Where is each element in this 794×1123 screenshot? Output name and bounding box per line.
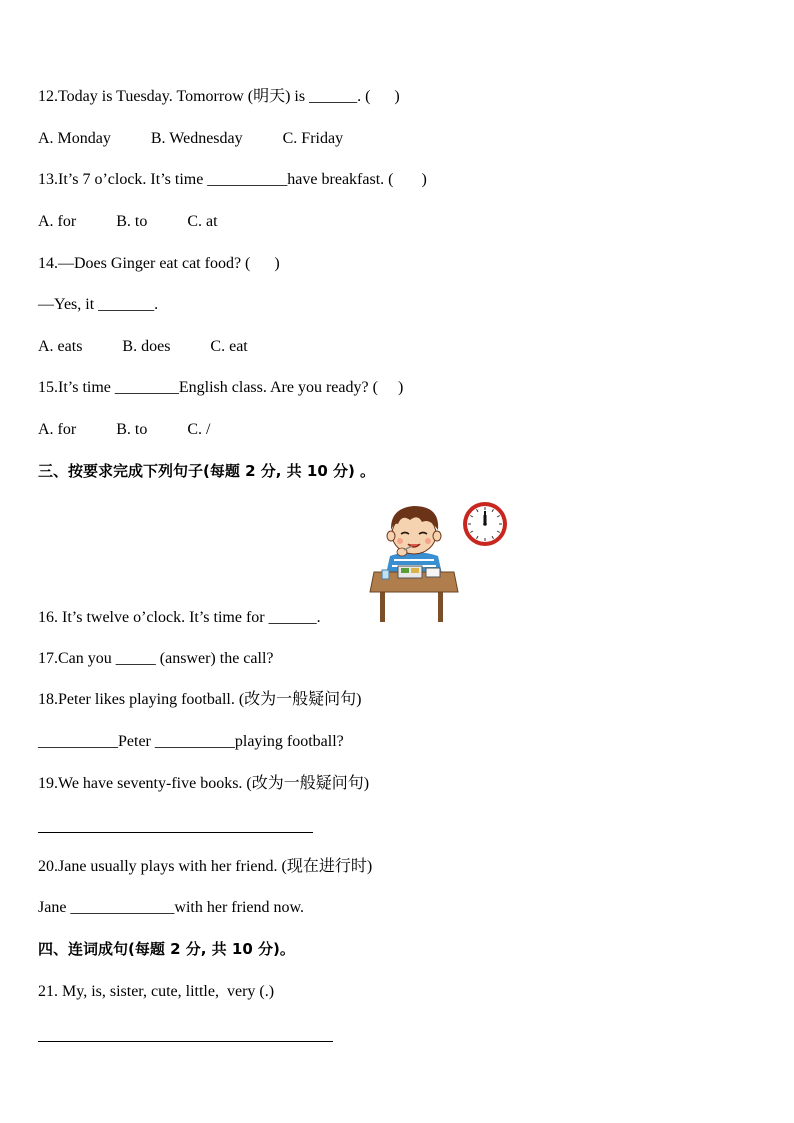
q18-answer-line: __________Peter __________playing football? (38, 733, 344, 750)
section3-heading: 三、按要求完成下列句子(每题 2 分, 共 10 分) 。 (38, 462, 376, 480)
q21-answer-rule (38, 1041, 333, 1042)
q12-stem: 12.Today is Tuesday. Tomorrow (明天) is ______. ( ) (38, 88, 400, 105)
q19-stem: 19.We have seventy-five books. (改为一般疑问句) (38, 775, 370, 792)
clock-icon (461, 500, 509, 548)
q13-stem: 13.It’s 7 o’clock. It’s time __________have breakfast. ( ) (38, 171, 427, 188)
q14-stem: 14.—Does Ginger eat cat food? ( ) (38, 255, 280, 272)
q17-stem: 17.Can you _____ (answer) the call? (38, 650, 274, 667)
q14-answer-line: —Yes, it _______. (38, 296, 159, 313)
section4-heading: 四、连词成句(每题 2 分, 共 10 分)。 (38, 940, 295, 958)
q19-answer-rule (38, 832, 313, 833)
q20-answer-line: Jane _____________with her friend now. (38, 899, 305, 916)
q21-stem: 21. My, is, sister, cute, little, very (.) (38, 983, 275, 1000)
q18-stem: 18.Peter likes playing football. (改为一般疑问句) (38, 691, 362, 708)
boy-eating-illustration (368, 500, 460, 624)
q14-options: A. eats B. does C. eat (38, 338, 248, 355)
q15-options: A. for B. to C. / (38, 421, 211, 438)
q16-stem: 16. It’s twelve o’clock. It’s time for ______. (38, 609, 321, 626)
q20-stem: 20.Jane usually plays with her friend. (现在进行时) (38, 858, 373, 875)
q15-stem: 15.It’s time ________English class. Are you ready? ( ) (38, 379, 404, 396)
q12-options: A. Monday B. Wednesday C. Friday (38, 130, 344, 147)
q13-options: A. for B. to C. at (38, 213, 218, 230)
